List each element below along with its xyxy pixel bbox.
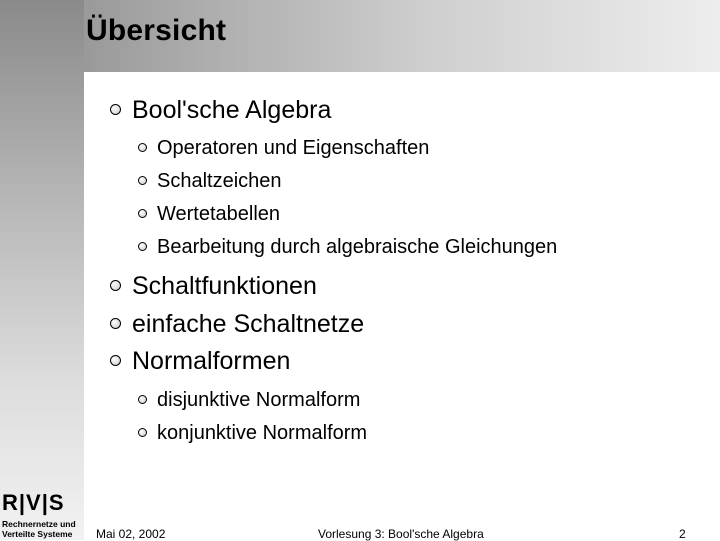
bullet-icon: [138, 143, 147, 152]
logo-text: R|V|S: [2, 490, 65, 515]
bullet-label: Schaltfunktionen: [132, 272, 317, 300]
bullet-item-schaltfunktionen: [110, 272, 317, 301]
bullet-icon: [110, 280, 121, 291]
sub-bullet-item: [138, 170, 282, 193]
bullet-label: Normalformen: [132, 347, 291, 375]
left-sidebar-bar: [0, 0, 84, 540]
bullet-icon: [110, 104, 121, 115]
bullet-icon: [138, 209, 147, 218]
footer-date: Mai 02, 2002: [96, 527, 166, 541]
bullet-icon: [138, 395, 147, 404]
bullet-icon: [138, 242, 147, 251]
sub-bullet-item: [138, 137, 429, 160]
sub-bullet-item: [138, 422, 367, 445]
bullet-item-schaltnetze: [110, 310, 364, 339]
bullet-icon: [110, 318, 121, 329]
slide-title: Übersicht: [86, 14, 227, 47]
logo-subtitle-line1: Rechnernetze und: [2, 519, 76, 529]
sub-bullet-item: [138, 236, 557, 259]
sub-bullet-item: [138, 203, 280, 226]
logo-subtitle-line2: Verteilte Systeme: [2, 529, 73, 539]
sub-bullet-label: Bearbeitung durch algebraische Gleichungen: [157, 236, 558, 258]
sub-bullet-label: Operatoren und Eigenschaften: [157, 137, 430, 159]
bullet-item-bool-algebra: [110, 96, 331, 125]
bullet-icon: [110, 355, 121, 366]
bullet-label: einfache Schaltnetze: [132, 310, 365, 338]
footer-lecture-title: Vorlesung 3: Bool'sche Algebra: [318, 527, 484, 541]
sub-bullet-item: [138, 389, 360, 412]
bullet-icon: [138, 428, 147, 437]
sub-bullet-label: Schaltzeichen: [157, 170, 282, 192]
bullet-icon: [138, 176, 147, 185]
bullet-label: Bool'sche Algebra: [132, 96, 332, 124]
sub-bullet-label: Wertetabellen: [157, 203, 281, 225]
rvs-logo: [2, 489, 82, 539]
sub-bullet-label: konjunktive Normalform: [157, 422, 368, 444]
bullet-item-normalformen: [110, 347, 290, 376]
sub-bullet-label: disjunktive Normalform: [157, 389, 361, 411]
footer-page-number: 2: [679, 527, 686, 541]
